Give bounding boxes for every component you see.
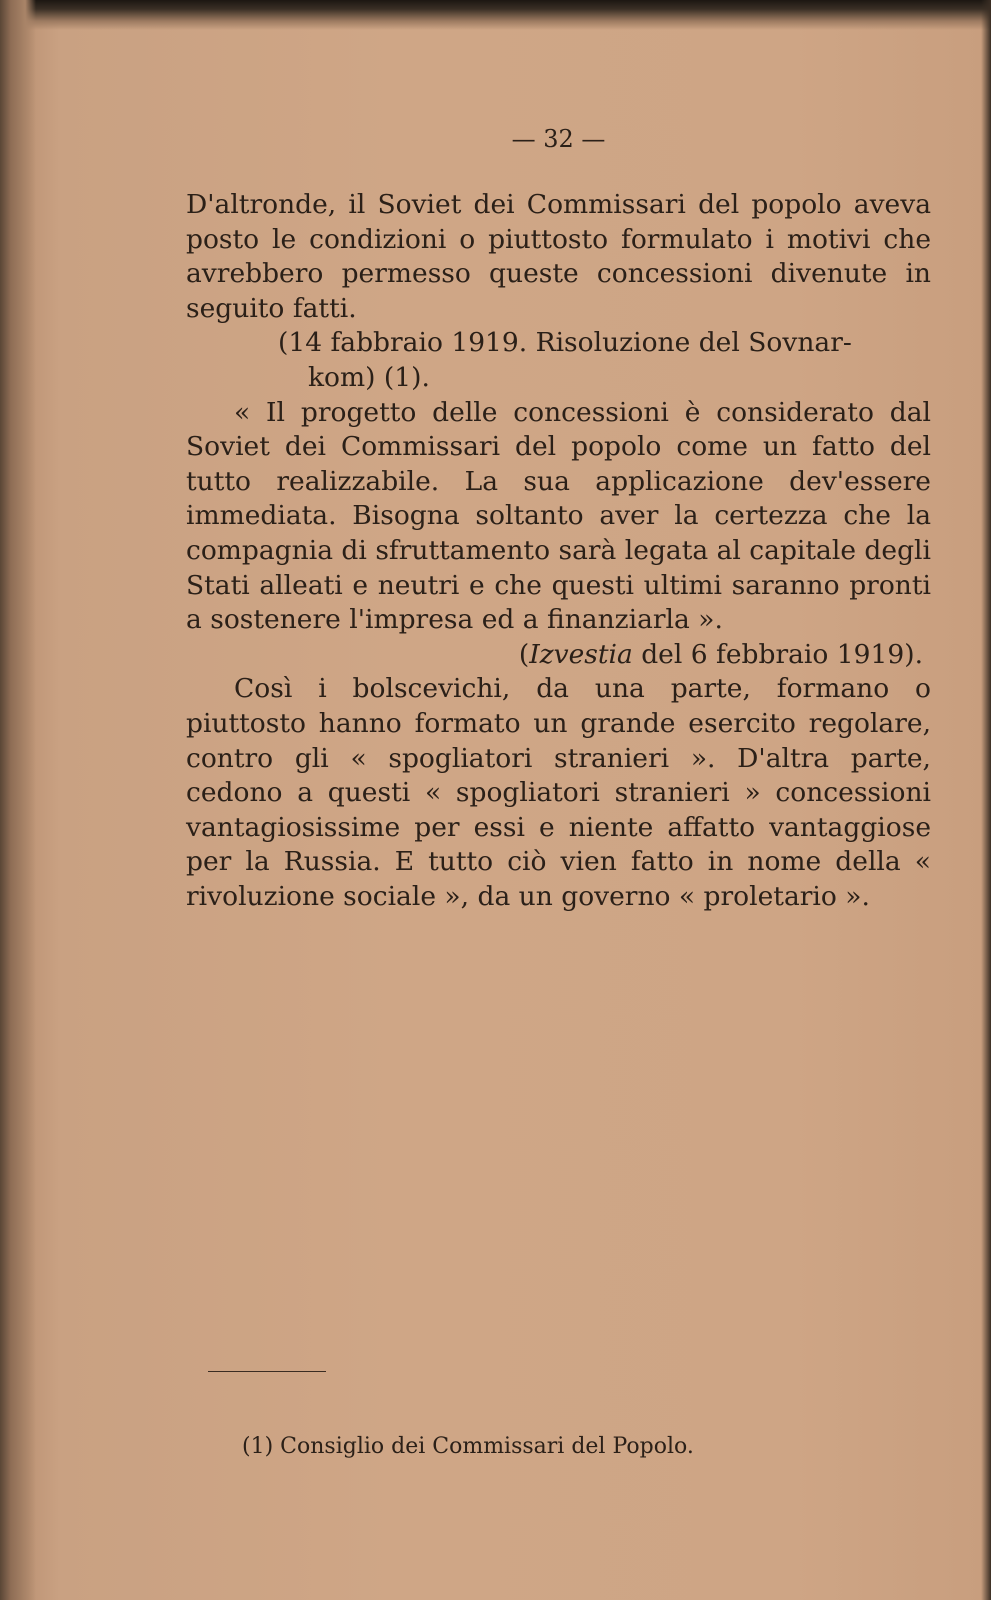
citation-resolution (186, 326, 931, 395)
footnote: (1) Consiglio dei Commissari del Popolo. (242, 1434, 694, 1459)
paragraph-conclusion: Così i bolscevichi, da una parte, formano o piuttosto hanno formato un grande esercito regolare, contro gli « spogliatori stranieri ». D'altra parte, cedono a questi « spogliatori stranieri » concessioni vantagiosissime per essi e niente affatto vantaggiose per la Russia. E tutto ciò vien fatto in nome della « rivoluzione sociale », da un governo « proletario ». (186, 673, 931, 912)
quote-paragraph: « Il progetto delle concessioni è considerato dal Soviet dei Commissari del popolo come un fatto del tutto realizzabile. La sua applicazione dev'essere immediata. Bisogna soltanto aver la certezza che la compagnia di sfruttamento sarà legata al capitale degli Stati alleati e neutri e che questi ultimi saranno pronti a sostenere l'impresa ed a finanziarla ». (186, 396, 931, 636)
page-right-edge (981, 0, 991, 1600)
paragraph-intro: D'altronde, il Soviet dei Commissari del popolo aveva posto le condizioni o piuttosto formulato i motivi che avrebbero permesso queste concessioni divenute in seguito fatti. (186, 189, 931, 324)
citation-izvestia-title: Izvestia (529, 638, 633, 670)
page-binding-edge (0, 0, 36, 1600)
body-text (186, 120, 931, 914)
citation-open-paren: ( (518, 638, 530, 670)
citation-resolution-line2: kom) (1). (308, 361, 430, 393)
citation-resolution-line1: (14 fabbraio 1919. Risoluzione del Sovnar- (278, 327, 852, 359)
footnote-divider (208, 1371, 326, 1372)
citation-izvestia (186, 638, 931, 673)
page-top-shadow (0, 0, 991, 30)
page-number: — 32 — (511, 125, 606, 153)
citation-izvestia-date: del 6 febbraio 1919). (632, 638, 923, 670)
